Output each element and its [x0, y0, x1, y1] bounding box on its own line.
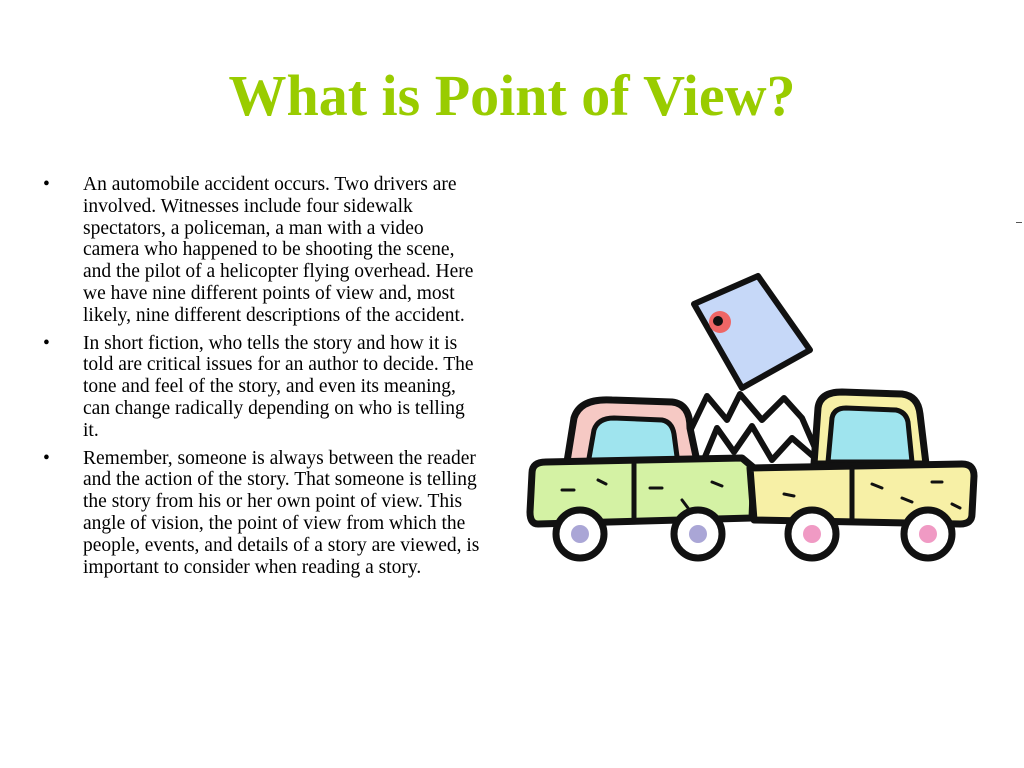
car-crash-clipart-icon — [522, 268, 982, 568]
wheel-hub — [919, 525, 937, 543]
bullet-item — [40, 333, 480, 442]
bullet-list — [40, 174, 480, 584]
car-crash-drawing — [530, 276, 974, 558]
paper-icon — [694, 276, 810, 388]
bullet-item — [40, 174, 480, 327]
bullet-text: In short fiction, who tells the story and how it is told are critical issues for an author to decide. The tone and feel of the story, and even its meaning, can change radically depending on who is telling it. — [83, 332, 474, 441]
slide-title: What is Point of View? — [228, 63, 796, 128]
bullet-mark: • — [43, 447, 50, 469]
stray-mark — [1016, 222, 1022, 223]
wheel-hub — [689, 525, 707, 543]
wheel-hub — [803, 525, 821, 543]
wheel-hub — [571, 525, 589, 543]
paper-dot-center — [713, 316, 723, 326]
bullet-text: An automobile accident occurs. Two drivers are involved. Witnesses include four sidewalk spectators, a policeman, a man with a video camera who happened to be shooting the scene, and the pilot of a helicopter flying overhead. Here we have nine different points of view and, most likely, nine different descriptions of the accident. — [83, 174, 474, 326]
bullet-mark: • — [43, 174, 50, 195]
bullet-text: Remember, someone is always between the reader and the action of the story. That someone is telling the story from his or her own point of view. This angle of vision, the point of view from which the people, events, and details of a story are viewed, is important to consider when reading a story. — [83, 447, 480, 578]
right-car-window — [828, 408, 912, 462]
bullet-item — [40, 448, 480, 579]
bullet-mark: • — [43, 332, 50, 354]
